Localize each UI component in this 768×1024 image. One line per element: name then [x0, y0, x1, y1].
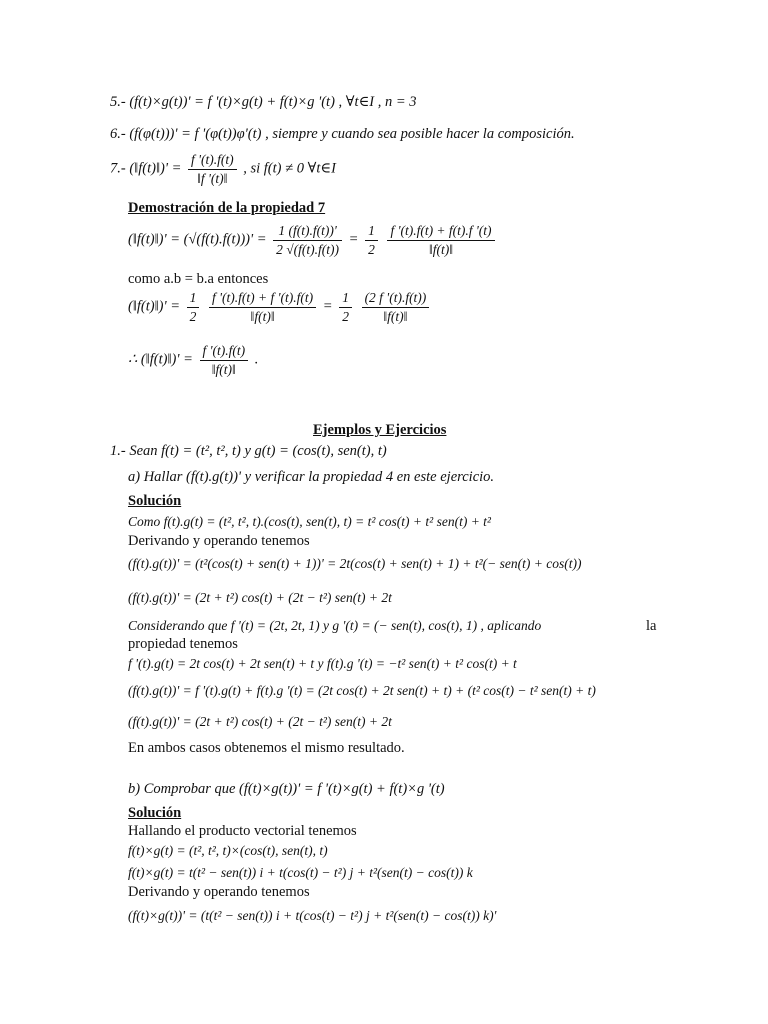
solution-a-line-8: (f(t).g(t))' = f '(t).g(t) + f(t).g '(t) = (2t cos(t) + 2t sen(t) + t) + (t² cos(t) − t² sen(t) + t) [128, 683, 596, 698]
demo-line-1-lhs: (‖f(t)‖)' = (√(f(t).f(t)))' = [128, 231, 267, 248]
solution-a-line-5: Considerando que f '(t) = (2t, 2t, 1) y g '(t) = (− sen(t), cos(t), 1) , aplicando [128, 618, 542, 633]
demo-line-1-half [365, 223, 378, 257]
demo-line-3-numerator: f '(t).f(t) [200, 343, 249, 361]
demo-line-3-denominator: ‖f(t)‖ [211, 361, 236, 377]
demo-line-1-fraction-1-numerator: 1 (f(t).f(t))' [273, 223, 342, 241]
solution-a-line-7: f '(t).g(t) = 2t cos(t) + 2t sen(t) + t y f(t).g '(t) = −t² sen(t) + t² cos(t) + t [128, 656, 517, 671]
solution-a-heading: Solución [128, 493, 182, 509]
demo-line-1 [128, 223, 498, 257]
demo-line-2-fraction-1 [209, 290, 316, 324]
demo-line-3-period: . [254, 351, 259, 368]
solution-a-line-5-end: la [646, 618, 657, 634]
demo-line-2-fraction-2-numerator: (2 f '(t).f(t)) [362, 290, 430, 308]
demo-line-3 [128, 343, 258, 377]
examples-heading: Ejemplos y Ejercicios [313, 422, 447, 438]
demo-line-2-fraction-2 [362, 290, 430, 324]
demo-line-3-fraction [200, 343, 249, 377]
property-5: 5.- (f(t)×g(t))' = f '(t)×g(t) + f(t)×g '(t) , ∀t∈I , n = 3 [110, 94, 417, 110]
solution-a-line-6: propiedad tenemos [128, 636, 238, 652]
property-6: 6.- (f(φ(t)))' = f '(φ(t))φ'(t) , siempre y cuando sea posible hacer la composición. [110, 126, 575, 142]
property-7 [110, 152, 336, 186]
example-1: 1.- Sean f(t) = (t², t², t) y g(t) = (cos(t), sen(t), t) [110, 443, 387, 459]
demo-line-1-fraction-2-denominator: ‖f(t)‖ [428, 241, 454, 257]
demo-heading: Demostración de la propiedad 7 [128, 200, 326, 216]
solution-b-line-5: (f(t)×g(t))' = (t(t² − sen(t)) i + t(cos(t) − t²) j + t²(sen(t) − cos(t)) k)' [128, 908, 497, 923]
solution-b-line-1: Hallando el producto vectorial tenemos [128, 823, 357, 839]
demo-line-2-equals: = [322, 298, 333, 315]
part-b: b) Comprobar que (f(t)×g(t))' = f '(t)×g(t) + f(t)×g '(t) [128, 781, 445, 797]
demo-line-2-half-1-numerator: 1 [187, 290, 200, 308]
demo-line-2-half-1 [187, 290, 200, 324]
solution-b-heading: Solución [128, 805, 182, 821]
property-7-numerator: f '(t).f(t) [188, 152, 237, 170]
demo-line-1-fraction-2-numerator: f '(t).f(t) + f(t).f '(t) [387, 223, 494, 241]
solution-b-line-3: f(t)×g(t) = t(t² − sen(t)) i + t(cos(t) − t²) j + t²(sen(t) − cos(t)) k [128, 865, 473, 880]
solution-b-line-2: f(t)×g(t) = (t², t², t)×(cos(t), sen(t), t) [128, 843, 328, 858]
demo-line-1-half-denominator: 2 [368, 241, 375, 257]
solution-a-line-3: (f(t).g(t))' = (t²(cos(t) + sen(t) + 1))' = 2t(cos(t) + sen(t) + 1) + t²(− sen(t) + cos(t)) [128, 556, 582, 571]
property-7-lhs: 7.- (‖f(t)‖)' = [110, 160, 182, 177]
demo-line-1-fraction-1 [273, 223, 342, 257]
demo-line-2-half-2 [339, 290, 352, 324]
demo-line-2-half-2-numerator: 1 [339, 290, 352, 308]
demo-line-3-lhs: ∴ (‖f(t)‖)' = [128, 351, 193, 368]
solution-a-line-1: Como f(t).g(t) = (t², t², t).(cos(t), sen(t), t) = t² cos(t) + t² sen(t) + t² [128, 514, 491, 529]
demo-line-2 [128, 290, 432, 324]
demo-line-2-fraction-1-numerator: f '(t).f(t) + f '(t).f(t) [209, 290, 316, 308]
property-7-fraction [188, 152, 237, 186]
solution-a-line-10: En ambos casos obtenemos el mismo resultado. [128, 740, 405, 756]
property-7-condition: , si f(t) ≠ 0 ∀t∈I [243, 160, 336, 177]
demo-line-1-fraction-1-denominator: 2 √(f(t).f(t)) [276, 241, 340, 257]
demo-line-2-fraction-1-denominator: ‖f(t)‖ [250, 308, 275, 324]
demo-line-2-fraction-2-denominator: ‖f(t)‖ [383, 308, 408, 324]
part-a: a) Hallar (f(t).g(t))' y verificar la propiedad 4 en este ejercicio. [128, 469, 495, 485]
solution-a-line-2: Derivando y operando tenemos [128, 533, 310, 549]
demo-como-line: como a.b = b.a entonces [128, 271, 269, 287]
solution-a-line-9: (f(t).g(t))' = (2t + t²) cos(t) + (2t − t²) sen(t) + 2t [128, 714, 392, 729]
solution-a-line-4: (f(t).g(t))' = (2t + t²) cos(t) + (2t − t²) sen(t) + 2t [128, 590, 392, 605]
demo-line-1-half-numerator: 1 [365, 223, 378, 241]
property-7-denominator: ‖f '(t)‖ [197, 170, 228, 186]
solution-b-line-4: Derivando y operando tenemos [128, 884, 310, 900]
demo-line-2-half-2-denominator: 2 [342, 308, 349, 324]
demo-line-2-half-1-denominator: 2 [189, 308, 197, 324]
demo-line-2-lhs: (‖f(t)‖)' = [128, 298, 181, 315]
demo-line-1-fraction-2 [387, 223, 494, 257]
demo-line-1-equals: = [348, 231, 359, 248]
